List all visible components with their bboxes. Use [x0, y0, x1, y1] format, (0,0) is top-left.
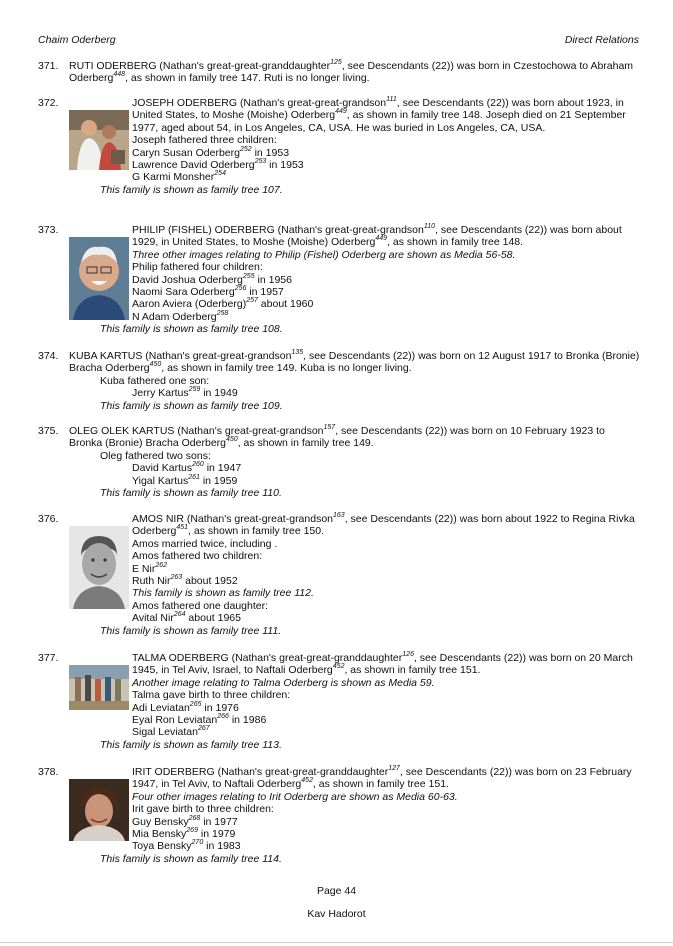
reference-number: 263: [170, 574, 183, 582]
reference-number: 452: [332, 663, 345, 671]
reference-number: 450: [149, 361, 162, 369]
child-item: [69, 387, 640, 399]
marriage-note: Amos married twice, including .: [132, 537, 278, 550]
entry-text: Aaron Aviera (Oderberg): [132, 298, 247, 311]
entry-text: Toya Bensky: [132, 840, 192, 853]
entry-text: , as shown in family tree 151.: [312, 778, 449, 791]
entry-text: KUBA KARTUS (Nathan's great-great-grandson: [69, 350, 292, 362]
child-item: [69, 575, 640, 587]
reference-number: 256: [234, 285, 247, 293]
photo-irit-oderberg: [69, 779, 129, 841]
entry-number: 375.: [38, 425, 59, 437]
entry-text: IRIT ODERBERG (Nathan's great-great-granddaughter: [132, 766, 389, 778]
reference-number: 253: [254, 158, 267, 166]
entry-text: about 1952: [182, 575, 238, 588]
entry-text: about 1960: [257, 298, 314, 311]
entry-text: PHILIP (FISHEL) ODERBERG (Nathan's great-great-grandson: [132, 224, 424, 236]
entry-body: [69, 766, 640, 865]
entry-text: , as shown in family tree 151.: [344, 664, 481, 677]
child-item: [69, 171, 640, 183]
entry-text: JOSEPH ODERBERG (Nathan's great-great-grandson: [132, 97, 387, 109]
family-tree-note: This family is shown as family tree 114.: [100, 852, 282, 865]
entry-text: Adi Leviatan: [132, 701, 190, 714]
entry-text: in 1976: [201, 701, 239, 714]
entry-text: Mia Bensky: [132, 828, 187, 841]
entry-376: [38, 513, 640, 637]
entry-text: N Adam Oderberg: [132, 310, 217, 323]
entry-text: , as shown in family tree 150.: [188, 525, 325, 538]
entry-text: , see Descendants (22)) was born on 23 February 1947, in Tel Aviv, to Naftali Oderberg: [132, 766, 632, 791]
child-item: [69, 563, 640, 575]
entry-body: [69, 224, 640, 336]
entry-text: in 1947: [203, 462, 242, 475]
family-tree-note: This family is shown as family tree 110.: [100, 487, 282, 500]
entry-body: [69, 513, 640, 637]
family-tree-note: This family is shown as family tree 108.: [100, 323, 283, 336]
entry-378: [38, 766, 640, 865]
reference-number: 125: [330, 59, 342, 66]
reference-number: 254: [214, 170, 226, 178]
entry-text: in 1979: [197, 828, 236, 841]
entry-text: in 1986: [228, 714, 267, 727]
entry-number: 377.: [38, 652, 59, 664]
entry-number: 373.: [38, 224, 59, 236]
reference-number: 451: [176, 524, 189, 532]
header-right: Direct Relations: [564, 34, 639, 46]
child-item: [69, 159, 640, 171]
entry-text: , as shown in family tree 148. Joseph died on 21 September 1977, aged about 54, in Los Angeles, CA, USA. He was buried in Los Angeles, CA, USA.: [132, 109, 626, 134]
entry-text: Avital Nir: [132, 612, 174, 625]
entry-text: RUTI ODERBERG (Nathan's great-great-granddaughter: [69, 60, 331, 72]
entry-body: [69, 425, 640, 499]
entry-text: , as shown in family tree 149.: [237, 437, 374, 450]
entry-text: , as shown in family tree 147. Ruti is no longer living.: [125, 72, 370, 85]
entry-text: Lawrence David Oderberg: [132, 159, 255, 172]
media-note: Four other images relating to Irit Oderberg are shown as Media 60-63.: [132, 790, 458, 803]
entry-text: OLEG OLEK KARTUS (Nathan's great-great-grandson: [69, 425, 324, 437]
entry-text: in 1959: [199, 474, 238, 487]
reference-number: 266: [217, 713, 229, 721]
entry-body: [69, 350, 640, 412]
entry-text: Sigal Leviatan: [132, 726, 198, 739]
family-tree-note: This family is shown as family tree 109.: [100, 399, 283, 412]
entry-375: [38, 425, 640, 499]
entry-text: in 1953: [251, 146, 290, 159]
reference-number: 264: [173, 611, 186, 619]
child-item: [69, 714, 640, 726]
reference-number: 269: [186, 827, 198, 835]
entry-text: E Nir: [132, 562, 156, 575]
entry-text: G Karmi Monsher: [132, 171, 215, 184]
entry-text: in 1949: [200, 387, 238, 400]
entry-text: , see Descendants (22)) was born on 20 March 1945, in Tel Aviv, Israel, to Naftali Oderberg: [132, 652, 633, 677]
entry-text: TALMA ODERBERG (Nathan's great-great-granddaughter: [132, 652, 403, 664]
page-number: Page 44: [316, 885, 357, 897]
entry-text: , see Descendants (22)) was born about 1923, in United States, to Moshe (Moishe) Oderberg: [132, 97, 624, 122]
reference-number: 268: [188, 814, 201, 822]
entry-text: Yigal Kartus: [132, 474, 189, 487]
entry-body: [69, 97, 640, 196]
header-left: Chaim Oderberg: [38, 34, 116, 46]
children-intro: Amos fathered one daughter:: [132, 599, 269, 612]
children-intro: Philip fathered four children:: [132, 261, 263, 274]
family-tree-note: This family is shown as family tree 111.: [100, 624, 282, 637]
photo-philip-oderberg: [69, 237, 129, 320]
entry-text: about 1965: [185, 612, 241, 625]
entry-text: , see Descendants (22)) was born about 1922 to Regina Rivka Oderberg: [132, 513, 635, 538]
child-item: [69, 828, 640, 840]
reference-number: 261: [188, 473, 200, 481]
entry-371: [38, 60, 640, 85]
entry-text: Ruth Nir: [132, 575, 171, 588]
entry-text: , as shown in family tree 148.: [387, 236, 524, 249]
entry-text: Jerry Kartus: [132, 387, 189, 400]
photo-amos-nir: [69, 526, 129, 609]
entry-373: [38, 224, 640, 336]
entry-number: 374.: [38, 350, 59, 362]
child-item: [69, 612, 640, 624]
reference-number: 110: [423, 223, 436, 230]
reference-number: 267: [197, 725, 210, 733]
child-item: [69, 462, 640, 474]
reference-number: 257: [246, 297, 258, 305]
reference-number: 258: [216, 309, 229, 317]
entry-number: 371.: [38, 60, 59, 72]
entry-372: [38, 97, 640, 196]
reference-number: 265: [189, 700, 202, 708]
child-item: [69, 475, 640, 487]
reference-number: 157: [323, 424, 336, 431]
reference-number: 163: [333, 512, 345, 519]
entry-text: , see Descendants (22)) was born on 10 February 1923 to Bronka (Bronie) Bracha Oderberg: [69, 425, 605, 450]
reference-number: 270: [191, 839, 204, 847]
entry-text: AMOS NIR (Nathan's great-great-grandson: [132, 513, 334, 525]
reference-number: 448: [113, 71, 126, 79]
entry-text: Eyal Ron Leviatan: [132, 714, 218, 727]
child-item: [69, 702, 640, 714]
entry-text: Guy Bensky: [132, 815, 189, 828]
media-note: Three other images relating to Philip (Fishel) Oderberg are shown as Media 56-58.: [132, 248, 516, 261]
entry-body: [69, 652, 640, 751]
entry-text: , see Descendants (22)) was born about 1929, in United States, to Moshe (Moishe) Oderberg: [132, 224, 622, 249]
reference-number: 452: [301, 777, 313, 785]
child-item: [69, 726, 640, 738]
entry-text: Naomi Sara Oderberg: [132, 286, 235, 299]
entry-377: [38, 652, 640, 751]
entry-text: , see Descendants (22)) was born on 12 August 1917 to Bronka (Bronie) Bracha Oderberg: [69, 350, 640, 375]
photo-joseph-oderberg: [69, 110, 129, 170]
entry-text: David Joshua Oderberg: [132, 273, 243, 286]
children-intro: Irit gave birth to three children:: [132, 803, 274, 816]
reference-number: 449: [375, 235, 388, 243]
reference-number: 450: [226, 436, 238, 444]
page-bottom-rule: [0, 942, 673, 943]
entry-374: [38, 350, 640, 412]
entry-text: David Kartus: [132, 462, 193, 475]
entry-text: in 1953: [266, 159, 304, 172]
reference-number: 259: [188, 386, 201, 394]
children-intro: Amos fathered two children:: [132, 550, 263, 563]
reference-number: 449: [335, 108, 347, 116]
entry-number: 376.: [38, 513, 59, 525]
reference-number: 135: [291, 349, 304, 356]
child-item: [69, 286, 640, 298]
entry-number: 378.: [38, 766, 59, 778]
family-tree-note: This family is shown as family tree 112.: [132, 587, 314, 600]
child-item: [69, 298, 640, 310]
child-item: [69, 816, 640, 828]
entry-text: in 1977: [200, 815, 238, 828]
entry-text: Caryn Susan Oderberg: [132, 146, 240, 159]
child-item: [69, 274, 640, 286]
entry-body: [69, 60, 640, 85]
entry-number: 372.: [38, 97, 59, 109]
children-intro: Joseph fathered three children:: [132, 134, 277, 147]
entry-text: in 1957: [246, 286, 284, 299]
child-item: [69, 147, 640, 159]
entry-text: in 1956: [254, 273, 292, 286]
reference-number: 111: [386, 96, 397, 103]
reference-number: 127: [388, 765, 400, 772]
children-intro: Kuba fathered one son:: [100, 374, 210, 387]
media-note: Another image relating to Talma Oderberg is shown as Media 59.: [132, 676, 435, 689]
children-intro: Oleg fathered two sons:: [100, 449, 211, 462]
reference-number: 255: [242, 272, 255, 280]
reference-number: 260: [192, 461, 204, 469]
child-item: [69, 311, 640, 323]
family-tree-note: This family is shown as family tree 107.: [100, 183, 283, 196]
child-item: [69, 840, 640, 852]
reference-number: 126: [402, 651, 414, 658]
entry-text: , as shown in family tree 149. Kuba is no longer living.: [161, 362, 412, 375]
reference-number: 262: [155, 561, 168, 569]
book-title: Kav Hadorot: [307, 908, 366, 920]
reference-number: 252: [239, 145, 252, 153]
children-intro: Talma gave birth to three children:: [132, 689, 291, 702]
family-tree-note: This family is shown as family tree 113.: [100, 738, 282, 751]
entry-text: , see Descendants (22)) was born in Czestochowa to Abraham Oderberg: [69, 60, 634, 85]
entry-text: in 1983: [203, 840, 241, 853]
photo-talma-oderberg: [69, 665, 129, 710]
